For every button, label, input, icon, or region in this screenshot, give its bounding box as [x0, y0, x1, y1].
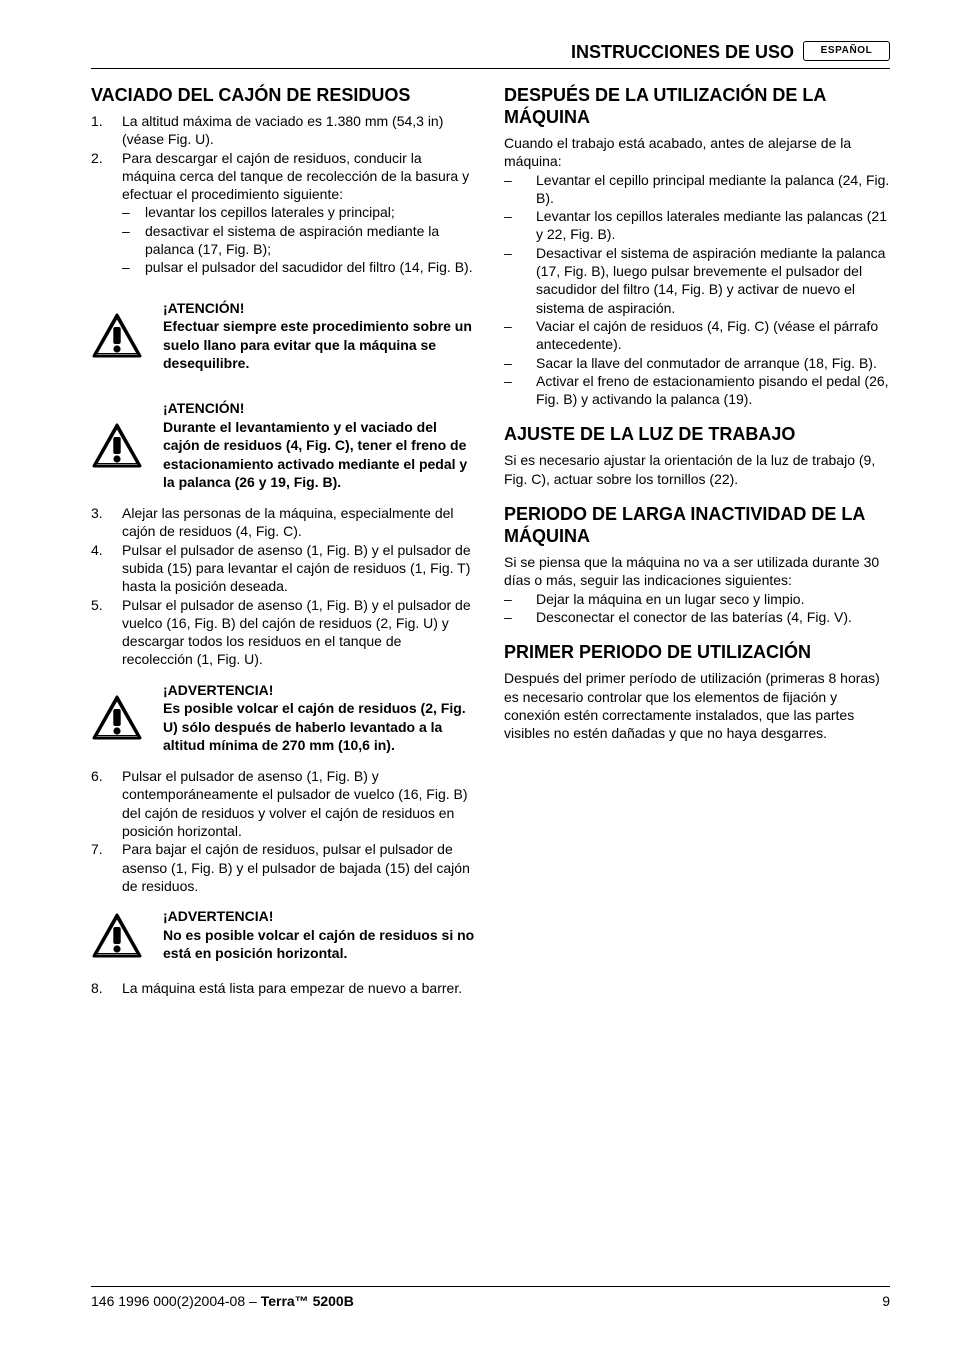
warning-title: ¡ADVERTENCIA!: [163, 681, 274, 698]
list-number: 2.: [91, 149, 103, 166]
list-item: [91, 979, 475, 997]
list-text: levantar los cepillos laterales y principal;: [145, 204, 395, 221]
list-item: [504, 317, 891, 354]
sub-steps-list: [122, 203, 475, 276]
list-item: [122, 203, 475, 221]
warning-body: Durante el levantamiento y el vaciado del cajón de residuos (4, Fig. C), tener el freno de estacionamiento activado mediante el pedal y la palanca (26 y 19, Fig. B).: [163, 418, 468, 491]
list-dash: –: [504, 608, 512, 625]
list-text: Pulsar el pulsador de asenso (1, Fig. B) y el pulsador de subida (15) para levantar el cajón de residuos (1, Fig. T) hasta la posición deseada.: [122, 541, 471, 595]
list-text: Levantar los cepillos laterales mediante las palancas (21 y 22, Fig. B).: [536, 208, 887, 243]
list-text: Activar el freno de estacionamiento pisando el pedal (26, Fig. B) y activando la palanca (19).: [536, 372, 889, 408]
warning-text: [163, 907, 475, 963]
list-item: [91, 840, 475, 895]
list-dash: –: [504, 171, 512, 188]
list-item: [91, 504, 475, 541]
list-dash: –: [504, 317, 512, 334]
steps-list-d: [91, 979, 475, 997]
list-text: Desactivar el sistema de aspiración mediante la palanca (17, Fig. B), luego pulsar brevemente el pulsador del sacudidor del filtro (14, Fig. B) y activar de nuevo el sistema de aspiración.: [536, 244, 886, 316]
list-text: Pulsar el pulsador de asenso (1, Fig. B) y el pulsador de vuelco (16, Fig. B) del cajón de residuos (2, Fig. U) y descargar todos los residuos en el tanque de recolección (1, Fig. U).: [122, 596, 471, 668]
list-item: [122, 258, 475, 276]
section-first-use: [504, 641, 891, 742]
list-dash: –: [504, 208, 512, 225]
warning-title: ¡ATENCIÓN!: [163, 400, 245, 417]
list-dash: –: [504, 354, 512, 371]
list-item: [91, 149, 475, 204]
list-dash: –: [122, 259, 130, 276]
paragraph: Si es necesario ajustar la orientación de la luz de trabajo (9, Fig. C), actuar sobre los tornillos (22).: [504, 452, 876, 487]
list-number: 4.: [91, 541, 103, 558]
paragraph: Después del primer período de utilización (primeras 8 horas) es necesario controlar que los elementos de fijación y conexión estén correctamente instalados, que las partes visibles no estén dañadas y que no haya desgarres.: [504, 670, 880, 742]
left-column: [91, 84, 475, 997]
list-text: Para bajar el cajón de residuos, pulsar el pulsador de asenso (1, Fig. B) y el pulsador de bajada (15) del cajón de residuos.: [122, 841, 470, 894]
list-text: desactivar el sistema de aspiración mediante la palanca (17, Fig. B);: [145, 222, 440, 258]
section-inactivity: [504, 503, 891, 626]
steps-list-a: [91, 112, 475, 277]
warning-body: Es posible volcar el cajón de residuos (2, Fig. U) sólo después de haberlo levantado a la altitud mínima de 270 mm (10,6 in).: [163, 700, 466, 754]
section-heading-inactivity: PERIODO DE LARGA INACTIVIDAD DE LA MÁQUINA: [504, 504, 865, 547]
list-number: 6.: [91, 768, 103, 785]
paragraph: Si se piensa que la máquina no va a ser utilizada durante 30 días o más, seguir las indicaciones siguientes:: [504, 554, 880, 589]
warning-box: [91, 681, 475, 755]
list-item: [91, 112, 475, 149]
list-item: [504, 207, 891, 244]
list-dash: –: [504, 372, 512, 389]
warning-triangle-icon: [91, 912, 163, 959]
section-heading-first-use: PRIMER PERIODO DE UTILIZACIÓN: [504, 642, 812, 663]
list-number: 3.: [91, 505, 103, 522]
list-item: [91, 767, 475, 840]
steps-list-c: [91, 767, 475, 895]
warning-body: Efectuar siempre este procedimiento sobre un suelo llano para evitar que la máquina se desequilibre.: [163, 318, 472, 372]
warning-triangle-icon: [91, 694, 163, 741]
list-item: [504, 354, 891, 372]
section-work-light: [504, 423, 891, 488]
list-number: 8.: [91, 979, 103, 996]
list-item: [504, 171, 891, 208]
list-dash: –: [504, 590, 512, 607]
list-item: [504, 608, 891, 626]
list-text: Dejar la máquina en un lugar seco y limpio.: [536, 590, 805, 607]
list-item: [91, 596, 475, 669]
warning-text: [163, 299, 475, 373]
warning-text: [163, 399, 475, 492]
list-item: [91, 541, 475, 596]
section-after-use: [504, 84, 891, 408]
list-number: 1.: [91, 113, 103, 129]
list-number: 5.: [91, 596, 103, 613]
warning-text: [163, 681, 475, 755]
warning-title: ¡ATENCIÓN!: [163, 299, 245, 316]
list-dash: –: [122, 204, 130, 221]
warning-box: [91, 299, 475, 373]
list-text: Levantar el cepillo principal mediante la palanca (24, Fig. B).: [536, 171, 890, 206]
list-number: 7.: [91, 841, 103, 858]
list-dash: –: [504, 244, 512, 261]
list-text: La altitud máxima de vaciado es 1.380 mm (54,3 in) (véase Fig. U).: [122, 113, 444, 148]
warning-box: [91, 399, 475, 492]
list-text: Desconectar el conector de las baterías (4, Fig. V).: [536, 608, 852, 625]
page-header: [91, 40, 890, 69]
page-footer: [91, 1286, 890, 1310]
list-item: [504, 244, 891, 317]
warning-triangle-icon: [91, 312, 163, 359]
warning-triangle-icon: [91, 422, 163, 469]
right-column: [504, 84, 891, 757]
list-text: Alejar las personas de la máquina, especialmente del cajón de residuos (4, Fig. C).: [122, 505, 454, 540]
header-title: INSTRUCCIONES DE USO: [570, 42, 794, 62]
list-text: Sacar la llave del conmutador de arranque (18, Fig. B).: [536, 354, 877, 371]
section-heading-emptying: VACIADO DEL CAJÓN DE RESIDUOS: [91, 85, 411, 105]
language-badge: ESPAÑOL: [803, 41, 890, 61]
list-item: [504, 590, 891, 608]
list-dash: –: [122, 222, 130, 239]
warning-title: ¡ADVERTENCIA!: [163, 908, 274, 925]
list-item: [122, 222, 475, 259]
list-text: Vaciar el cajón de residuos (4, Fig. C) (véase el párrafo antecedente).: [536, 317, 879, 353]
list-text: La máquina está lista para empezar de nuevo a barrer.: [122, 979, 463, 996]
list-text: Para descargar el cajón de residuos, conducir la máquina cerca del tanque de recolección de la basura y efectuar el procedimiento siguiente:: [122, 149, 470, 203]
warning-box: [91, 907, 475, 963]
footer-doc-ref: 146 1996 000(2)2004-08 –: [91, 1293, 261, 1309]
footer-product: Terra™ 5200B: [260, 1293, 354, 1309]
list-text: Pulsar el pulsador de asenso (1, Fig. B) y contemporáneamente el pulsador de vuelco (16, Fig. B) del cajón de residuos y volver el cajón de residuos en posición horizontal.: [122, 768, 468, 839]
warning-body: No es posible volcar el cajón de residuos si no está en posición horizontal.: [163, 926, 475, 962]
paragraph: Cuando el trabajo está acabado, antes de alejarse de la máquina:: [504, 135, 852, 170]
steps-list-b: [91, 504, 475, 669]
section-heading-work-light: AJUSTE DE LA LUZ DE TRABAJO: [504, 424, 796, 445]
section-heading-after-use: DESPUÉS DE LA UTILIZACIÓN DE LA MÁQUINA: [504, 85, 826, 127]
footer-page-number: 9: [882, 1293, 890, 1309]
list-text: pulsar el pulsador del sacudidor del filtro (14, Fig. B).: [145, 259, 473, 276]
list-item: [504, 372, 891, 409]
